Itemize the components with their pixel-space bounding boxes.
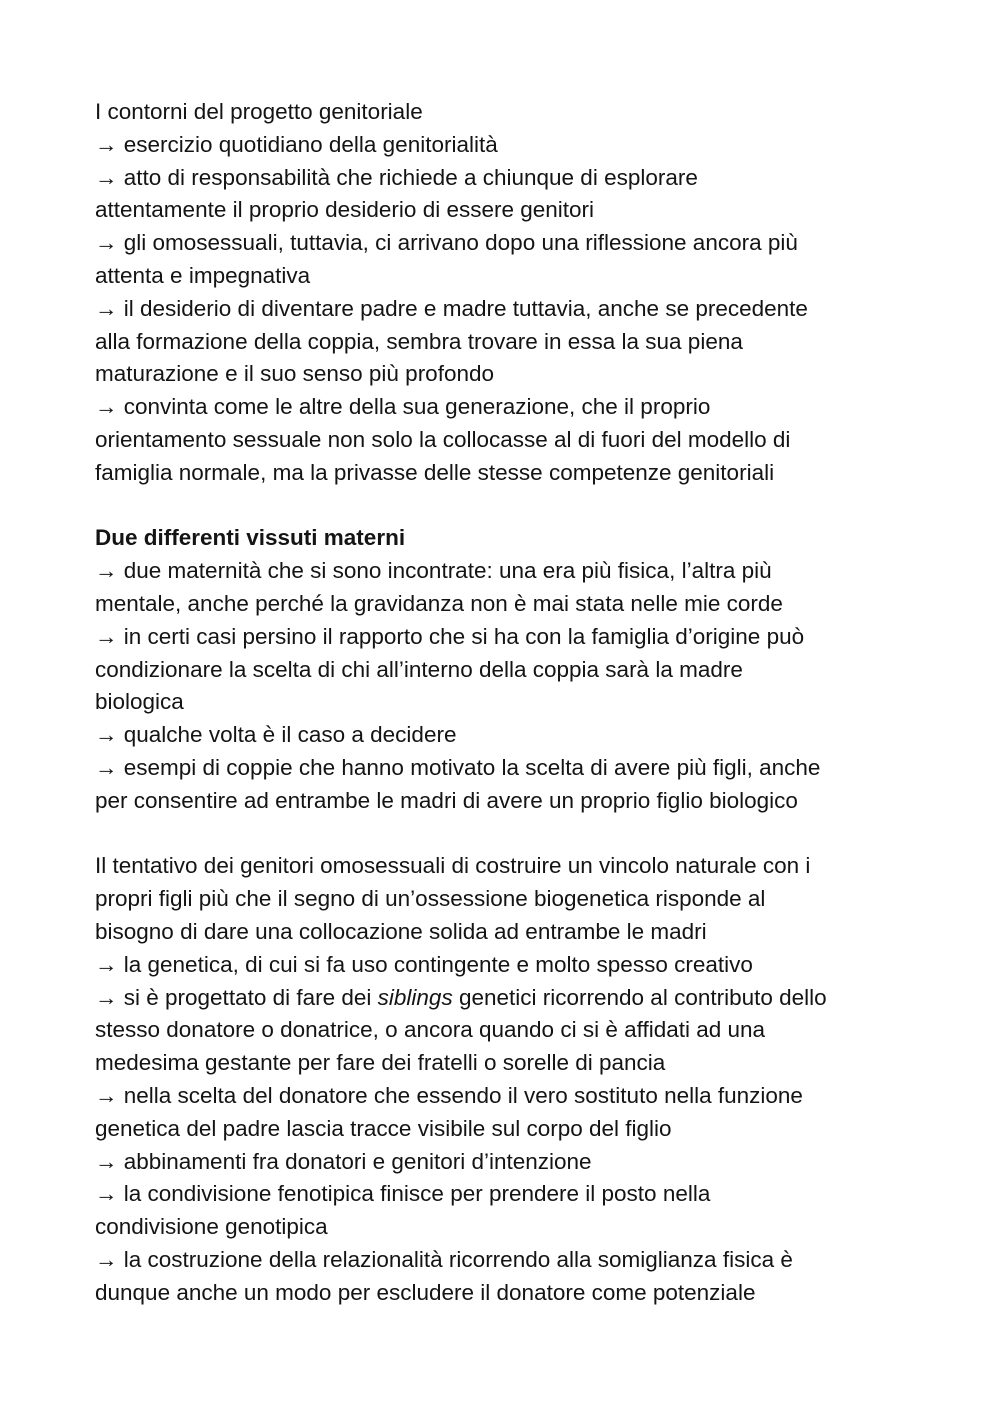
- document-page: [95, 96, 955, 1309]
- section-vissuti-materni: [95, 522, 955, 817]
- paragraph-gap: [95, 818, 955, 851]
- text-line: orientamento sessuale non solo la collocasse al di fuori del modello di: [95, 426, 791, 452]
- section-title-line: I contorni del progetto genitoriale: [95, 99, 423, 124]
- text-line: → la condivisione fenotipica finisce per prendere il posto nella: [95, 1181, 711, 1207]
- text-line: propri figli più che il segno di un’ossessione biogenetica risponde al: [95, 886, 766, 912]
- text-line: → la genetica, di cui si fa uso contingente e molto spesso creativo: [95, 951, 753, 977]
- text-line: bisogno di dare una collocazione solida ad entrambe le madri: [95, 918, 707, 944]
- text-line: medesima gestante per fare dei fratelli o sorelle di pancia: [95, 1050, 666, 1076]
- text-line: → esempi di coppie che hanno motivato la scelta di avere più figli, anche: [95, 754, 821, 780]
- text-line: dunque anche un modo per escludere il donatore come potenziale: [95, 1279, 756, 1305]
- text-line: → atto di responsabilità che richiede a chiunque di esplorare: [95, 164, 698, 190]
- text-line: stesso donatore o donatrice, o ancora quando ci si è affidati ad una: [95, 1017, 766, 1043]
- siblings-italic-word: siblings: [377, 984, 453, 1010]
- text-line: famiglia normale, ma la privasse delle stesse competenze genitoriali: [95, 459, 775, 485]
- siblings-line: [95, 982, 955, 1015]
- text-line: → convinta come le altre della sua generazione, che il proprio: [95, 394, 711, 420]
- text-line: per consentire ad entrambe le madri di avere un proprio figlio biologico: [95, 787, 798, 813]
- section-progetto-genitoriale: [95, 96, 955, 490]
- text-line: → esercizio quotidiano della genitorialità: [95, 131, 498, 157]
- text-line: → il desiderio di diventare padre e madre tuttavia, anche se precedente: [95, 295, 808, 321]
- text-line: alla formazione della coppia, sembra trovare in essa la sua piena: [95, 328, 743, 354]
- section-vincolo-naturale: [95, 850, 955, 1309]
- text-line: → due maternità che si sono incontrate: una era più fisica, l’altra più: [95, 558, 772, 584]
- text-line: biologica: [95, 689, 184, 715]
- section-heading: Due differenti vissuti materni: [95, 525, 406, 551]
- text-line: → abbinamenti fra donatori e genitori d’intenzione: [95, 1148, 592, 1174]
- text-line: attentamente il proprio desiderio di essere genitori: [95, 197, 595, 223]
- siblings-line-before: → si è progettato di fare dei: [95, 984, 378, 1010]
- text-line: → in certi casi persino il rapporto che si ha con la famiglia d’origine può: [95, 623, 805, 649]
- text-line: Il tentativo dei genitori omosessuali di costruire un vincolo naturale con i: [95, 853, 811, 879]
- text-line: → qualche volta è il caso a decidere: [95, 722, 457, 748]
- text-line: → gli omosessuali, tuttavia, ci arrivano dopo una riflessione ancora più: [95, 230, 798, 256]
- text-line: attenta e impegnativa: [95, 262, 311, 288]
- text-line: genetica del padre lascia tracce visibile sul corpo del figlio: [95, 1115, 672, 1141]
- text-line: condizionare la scelta di chi all’interno della coppia sarà la madre: [95, 656, 743, 682]
- text-line: → nella scelta del donatore che essendo il vero sostituto nella funzione: [95, 1082, 803, 1108]
- text-line: → la costruzione della relazionalità ricorrendo alla somiglianza fisica è: [95, 1246, 793, 1272]
- text-line: mentale, anche perché la gravidanza non è mai stata nelle mie corde: [95, 590, 783, 616]
- text-line: condivisione genotipica: [95, 1214, 328, 1240]
- paragraph-gap: [95, 490, 955, 523]
- siblings-line-after: genetici ricorrendo al contributo dello: [452, 984, 827, 1010]
- text-line: maturazione e il suo senso più profondo: [95, 361, 495, 387]
